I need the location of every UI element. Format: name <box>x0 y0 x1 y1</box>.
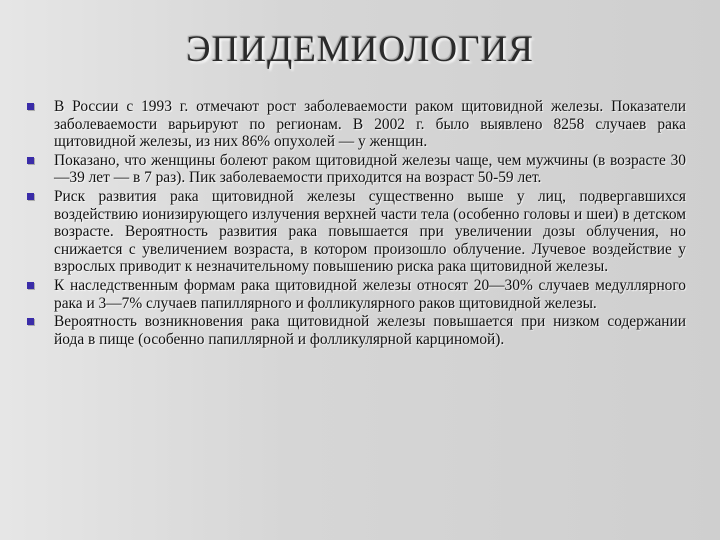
list-item <box>24 277 686 312</box>
square-bullet-icon <box>27 282 34 289</box>
list-item <box>24 188 686 276</box>
list-item-text: Вероятность возникновения рака щитовидной железы повышается при низком содержании йода в пище (особенно папиллярной и фолликулярной карциномой). <box>54 313 686 348</box>
square-bullet-icon <box>27 103 34 110</box>
square-bullet-icon <box>27 193 34 200</box>
square-bullet-icon <box>27 157 34 164</box>
list-item-text: Риск развития рака щитовидной железы существенно выше у лиц, подвергавшихся воздействию ионизирующего излучения верхней части тела (особенно головы и шеи) в детском возрасте. Вероятность развития рака повышается при увеличении дозы облучения, но снижается с увеличением возраста, в котором произошло облучение. Лучевое воздействие у взрослых приводит к незначительному повышению риска рака щитовидной железы. <box>54 187 686 276</box>
list-item <box>24 152 686 187</box>
list-item <box>24 313 686 348</box>
list-item-text: Показано, что женщины болеют раком щитовидной железы чаще, чем мужчины (в возрасте 30—39 лет — в 7 раз). Пик заболеваемости приходится на возраст 50-59 лет. <box>54 151 686 187</box>
slide-title: ЭПИДЕМИОЛОГИЯ <box>186 29 534 70</box>
list-item-text: К наследственным формам рака щитовидной железы относят 20—30% случаев медуллярного рака и 3—7% случаев папиллярного и фолликулярного раков щитовидной железы. <box>54 276 686 312</box>
bullet-list <box>24 98 686 349</box>
list-item-text: В России с 1993 г. отмечают рост заболеваемости раком щитовидной железы. Показатели заболеваемости варьируют по регионам. В 2002 г. было выявлено 8258 случаев рака щитовидной железы, из них 86% опухолей — у женщин. <box>54 98 686 151</box>
list-item <box>24 98 686 151</box>
square-bullet-icon <box>27 318 34 325</box>
